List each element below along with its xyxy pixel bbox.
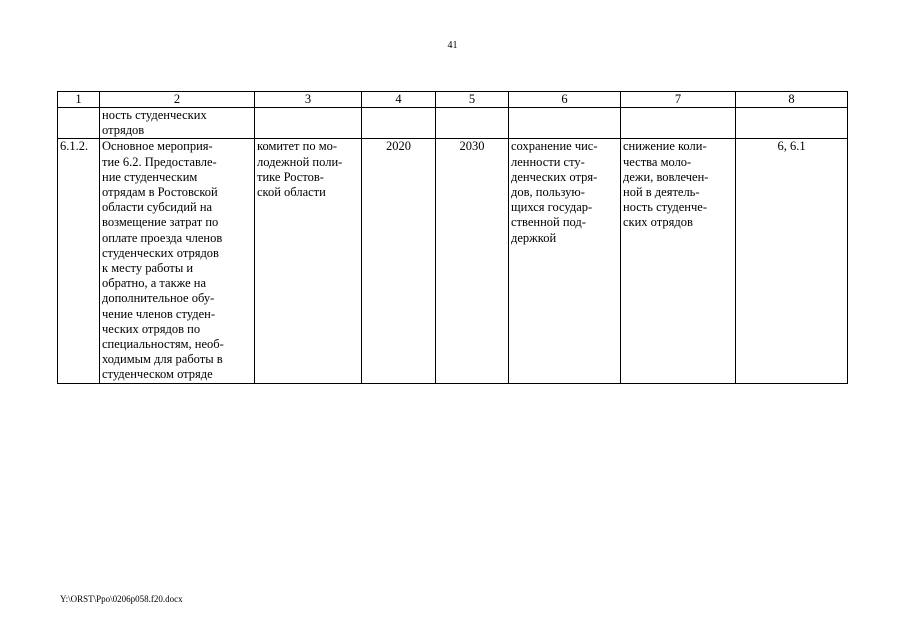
consequences-cell: [621, 139, 736, 383]
table-cell: [362, 108, 436, 139]
text-line: ной в деятель-: [623, 185, 700, 200]
text-line: отрядов: [102, 123, 145, 138]
header-cell: 2: [100, 92, 255, 108]
table-cell: [58, 108, 100, 139]
expected-result-cell: [509, 139, 621, 383]
text-line: оплате проезда членов: [102, 230, 223, 245]
header-cell: 7: [621, 92, 736, 108]
text-line: держкой: [511, 230, 557, 245]
text-line: снижение коли-: [623, 139, 707, 154]
text-line: денческих отря-: [511, 169, 598, 184]
row-number: 6.1.2.: [58, 139, 100, 383]
text-line: сохранение чис-: [511, 139, 598, 154]
text-line: ской области: [257, 185, 326, 200]
text-line: ленности сту-: [511, 154, 585, 169]
text-line: возмещение затрат по: [102, 215, 219, 230]
table-cell: [509, 108, 621, 139]
header-cell: 1: [58, 92, 100, 108]
text-line: ческих отрядов по: [102, 321, 201, 336]
text-line: ственной под-: [511, 215, 586, 230]
text-line: Основное мероприя-: [102, 139, 213, 154]
start-year: 2020: [362, 139, 436, 383]
text-line: к месту работы и: [102, 261, 194, 276]
continuation-row: [58, 108, 848, 139]
text-line: чества моло-: [623, 154, 692, 169]
text-line: дов, пользую-: [511, 185, 585, 200]
table-row: [58, 139, 848, 383]
table-cell: [736, 108, 848, 139]
table-cell: [621, 108, 736, 139]
table-header-row: [58, 92, 848, 108]
text-line: ских отрядов: [623, 215, 693, 230]
program-table: [57, 91, 848, 384]
text-line: дежи, вовлечен-: [623, 169, 709, 184]
end-year: 2030: [436, 139, 509, 383]
text-line: тике Ростов-: [257, 169, 324, 184]
text-line: ность студенческих: [102, 108, 207, 122]
text-line: обратно, а также на: [102, 276, 207, 291]
text-line: студенческом отряде: [102, 367, 213, 382]
page-number: 41: [447, 40, 458, 51]
text-line: отрядам в Ростовской: [102, 185, 218, 200]
continuation-text: [100, 108, 255, 139]
header-cell: 5: [436, 92, 509, 108]
table-cell: [436, 108, 509, 139]
header-cell: 6: [509, 92, 621, 108]
header-cell: 4: [362, 92, 436, 108]
text-line: щихся государ-: [511, 200, 593, 215]
indicator-link: 6, 6.1: [736, 139, 848, 383]
text-line: ходимым для работы в: [102, 352, 223, 367]
text-line: тие 6.2. Предоставле-: [102, 154, 217, 169]
event-description: [100, 139, 255, 383]
text-line: чение членов студен-: [102, 306, 215, 321]
text-line: ность студенче-: [623, 200, 707, 215]
table-cell: [255, 108, 362, 139]
header-cell: 8: [736, 92, 848, 108]
executor-cell: [255, 139, 362, 383]
text-line: специальностям, необ-: [102, 337, 224, 352]
text-line: дополнительное обу-: [102, 291, 215, 306]
text-line: студенческих отрядов: [102, 245, 219, 260]
header-cell: 3: [255, 92, 362, 108]
text-line: комитет по мо-: [257, 139, 338, 154]
text-line: области субсидий на: [102, 200, 213, 215]
footer-file-path: Y:\ORST\Ppo\0206p058.f20.docx: [60, 594, 183, 604]
text-line: лодежной поли-: [257, 154, 343, 169]
text-line: ние студенческим: [102, 169, 198, 184]
